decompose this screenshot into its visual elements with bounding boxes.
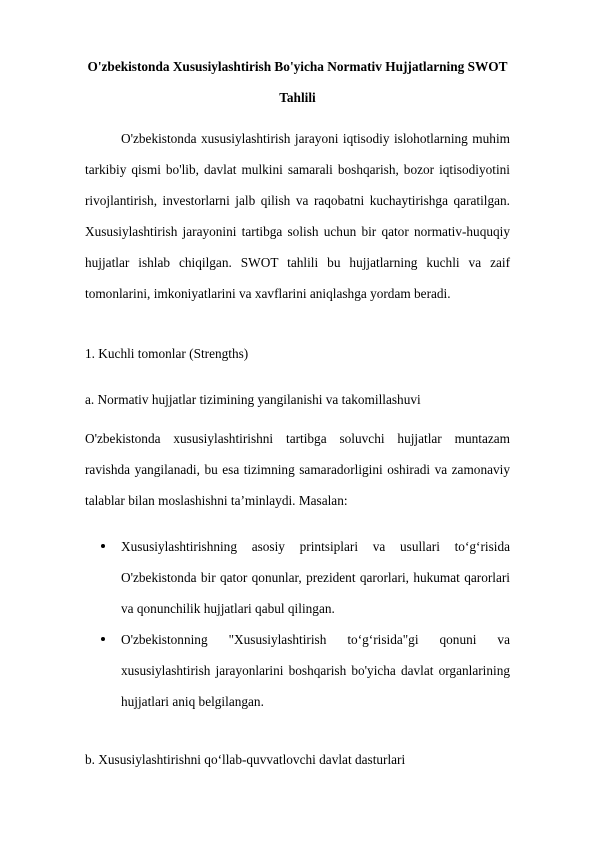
subsection-b-heading: b. Xususiylashtirishni qo‘llab-quvvatlovchi davlat dasturlari [85, 752, 406, 767]
bullet-list [85, 531, 510, 717]
subsection-a-heading: a. Normativ hujjatlar tizimining yangilanishi va takomillashuvi [85, 392, 421, 407]
section-1-heading: 1. Kuchli tomonlar (Strengths) [85, 346, 249, 361]
subsection-a-paragraph: O'zbekistonda xususiylashtirishni tartibga soluvchi hujjatlar muntazam ravishda yangilanadi, bu esa tizimning samaradorligini oshiradi va zamonaviy talablar bilan moslashishni ta’minlaydi. Masalan: [85, 431, 510, 508]
bullet-marker [101, 544, 105, 548]
document-title-line-1: O'zbekistonda Xususiylashtirish Bo'yicha Normativ Hujjatlarning SWOT [87, 59, 508, 74]
bullet-text-2: O'zbekistonning "Xususiylashtirish to‘g‘risida"gi qonuni va xususiylashtirish jarayonlarini boshqarish bo'yicha davlat organlarining hujjatlari aniq belgilangan. [121, 632, 510, 709]
bullet-text-1: Xususiylashtirishning asosiy printsiplari va usullari to‘g‘risida O'zbekistonda bir qator qonunlar, prezident qarorlari, hukumat qarorlari va qonunchilik hujjatlari qabul qilingan. [121, 539, 510, 616]
document-title-line-2: Tahlili [279, 90, 316, 105]
intro-paragraph: O'zbekistonda xususiylashtirish jarayoni iqtisodiy islohotlarning muhim tarkibiy qismi bo'lib, davlat mulkini samarali boshqarish, bozor iqtisodiyotini rivojlantirish, investorlarni jalb qilish va raqobatni kuchaytirishga qaratilgan. Xususiylashtirish jarayonini tartibga solish uchun bir qator normativ-huquqiy hujjatlar ishlab chiqilgan. SWOT tahlili bu hujjatlarning kuchli va zaif tomonlarini, imkoniyatlarini va xavflarini aniqlashga yordam beradi. [85, 131, 510, 301]
bullet-item-1 [85, 531, 510, 624]
bullet-marker [101, 637, 105, 641]
bullet-item-2 [85, 624, 510, 717]
